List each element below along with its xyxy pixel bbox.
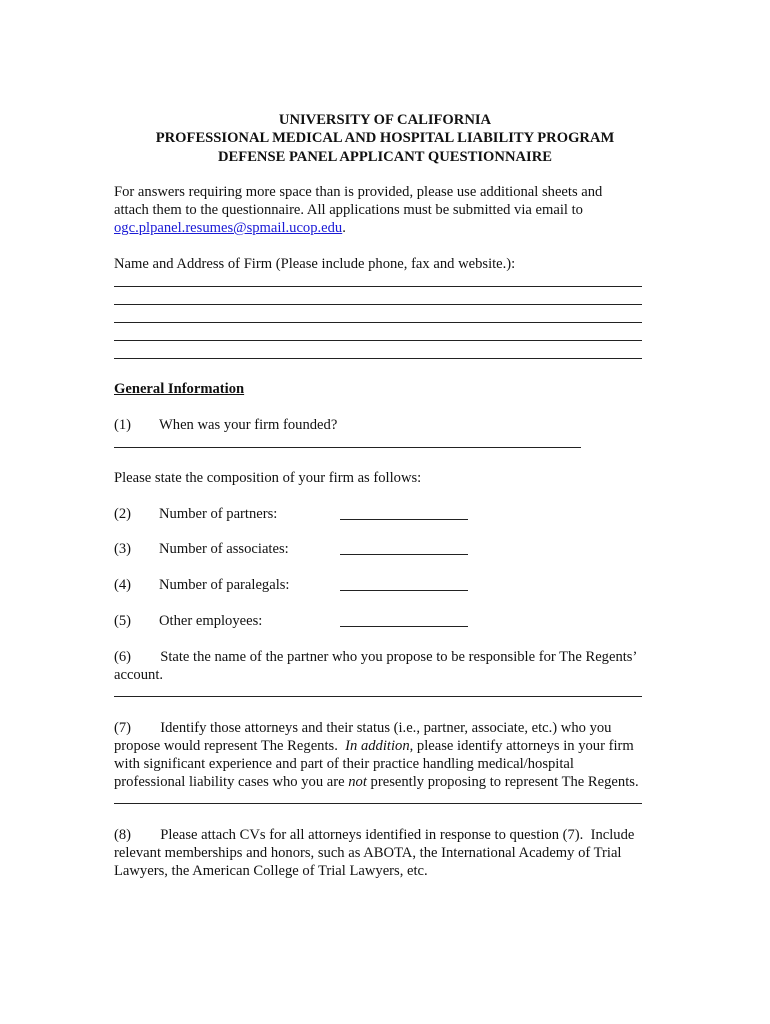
firm-answer-line-4[interactable] [114, 340, 642, 341]
q7-line-2a: propose would represent The Regents. [114, 738, 346, 754]
q8-line-1: (8) Please attach CVs for all attorneys identified in response to question (7). Include [114, 827, 635, 843]
q6-line-1: (6) State the name of the partner who you propose to be responsible for The Regents’ [114, 649, 638, 665]
q3-answer-blank[interactable] [340, 554, 468, 555]
email-link[interactable]: ogc.plpanel.resumes@spmail.ucop.edu [114, 220, 343, 236]
composition-label: Please state the composition of your firm as follows: [114, 470, 422, 486]
q7-line-4c: presently proposing to represent The Regents. [366, 774, 639, 790]
q2-text: Number of partners: [159, 506, 278, 522]
q7-line-4a: professional liability cases who you are [114, 774, 349, 790]
q2-answer-blank[interactable] [340, 519, 468, 520]
general-information-heading: General Information [114, 381, 245, 397]
q4-answer-blank[interactable] [340, 590, 468, 591]
q7-line-2 [114, 737, 634, 755]
q1-answer-line[interactable] [114, 447, 581, 448]
q2-number: (2) [114, 506, 132, 522]
intro-line-2: attach them to the questionnaire. All applications must be submitted via email to [114, 202, 583, 218]
q5-number: (5) [114, 613, 132, 629]
q6-line-2: account. [114, 667, 164, 683]
q6-answer-line[interactable] [114, 696, 642, 697]
q1-text: When was your firm founded? [159, 417, 338, 433]
q7-line-4 [114, 773, 639, 791]
q7-emphasis-not: not [348, 774, 367, 790]
intro-line-1: For answers requiring more space than is provided, please use additional sheets and [114, 184, 603, 200]
firm-name-address-label: Name and Address of Firm (Please include phone, fax and website.): [114, 256, 516, 272]
q5-answer-blank[interactable] [340, 626, 468, 627]
q5-text: Other employees: [159, 613, 263, 629]
firm-answer-line-1[interactable] [114, 286, 642, 287]
q7-line-1: (7) Identify those attorneys and their status (i.e., partner, associate, etc.) who you [114, 720, 612, 736]
header-program: PROFESSIONAL MEDICAL AND HOSPITAL LIABILITY PROGRAM [155, 130, 615, 146]
firm-answer-line-3[interactable] [114, 322, 642, 323]
q7-answer-line[interactable] [114, 803, 642, 804]
q4-text: Number of paralegals: [159, 577, 290, 593]
header-university: UNIVERSITY OF CALIFORNIA [278, 112, 492, 128]
header-questionnaire: DEFENSE PANEL APPLICANT QUESTIONNAIRE [218, 149, 552, 165]
q7-emphasis-in-addition: In addition [345, 738, 410, 754]
email-period: . [342, 220, 346, 236]
intro-line-3 [114, 219, 346, 237]
q4-number: (4) [114, 577, 132, 593]
q8-line-3: Lawyers, the American College of Trial Lawyers, etc. [114, 863, 428, 879]
q8-line-2: relevant memberships and honors, such as ABOTA, the International Academy of Trial [114, 845, 622, 861]
firm-answer-line-5[interactable] [114, 358, 642, 359]
q3-number: (3) [114, 541, 132, 557]
q3-text: Number of associates: [159, 541, 289, 557]
q7-line-2c: , please identify attorneys in your firm [409, 738, 634, 754]
q1-number: (1) [114, 417, 132, 433]
firm-answer-line-2[interactable] [114, 304, 642, 305]
q7-line-3: with significant experience and part of their practice handling medical/hospital [114, 756, 574, 772]
